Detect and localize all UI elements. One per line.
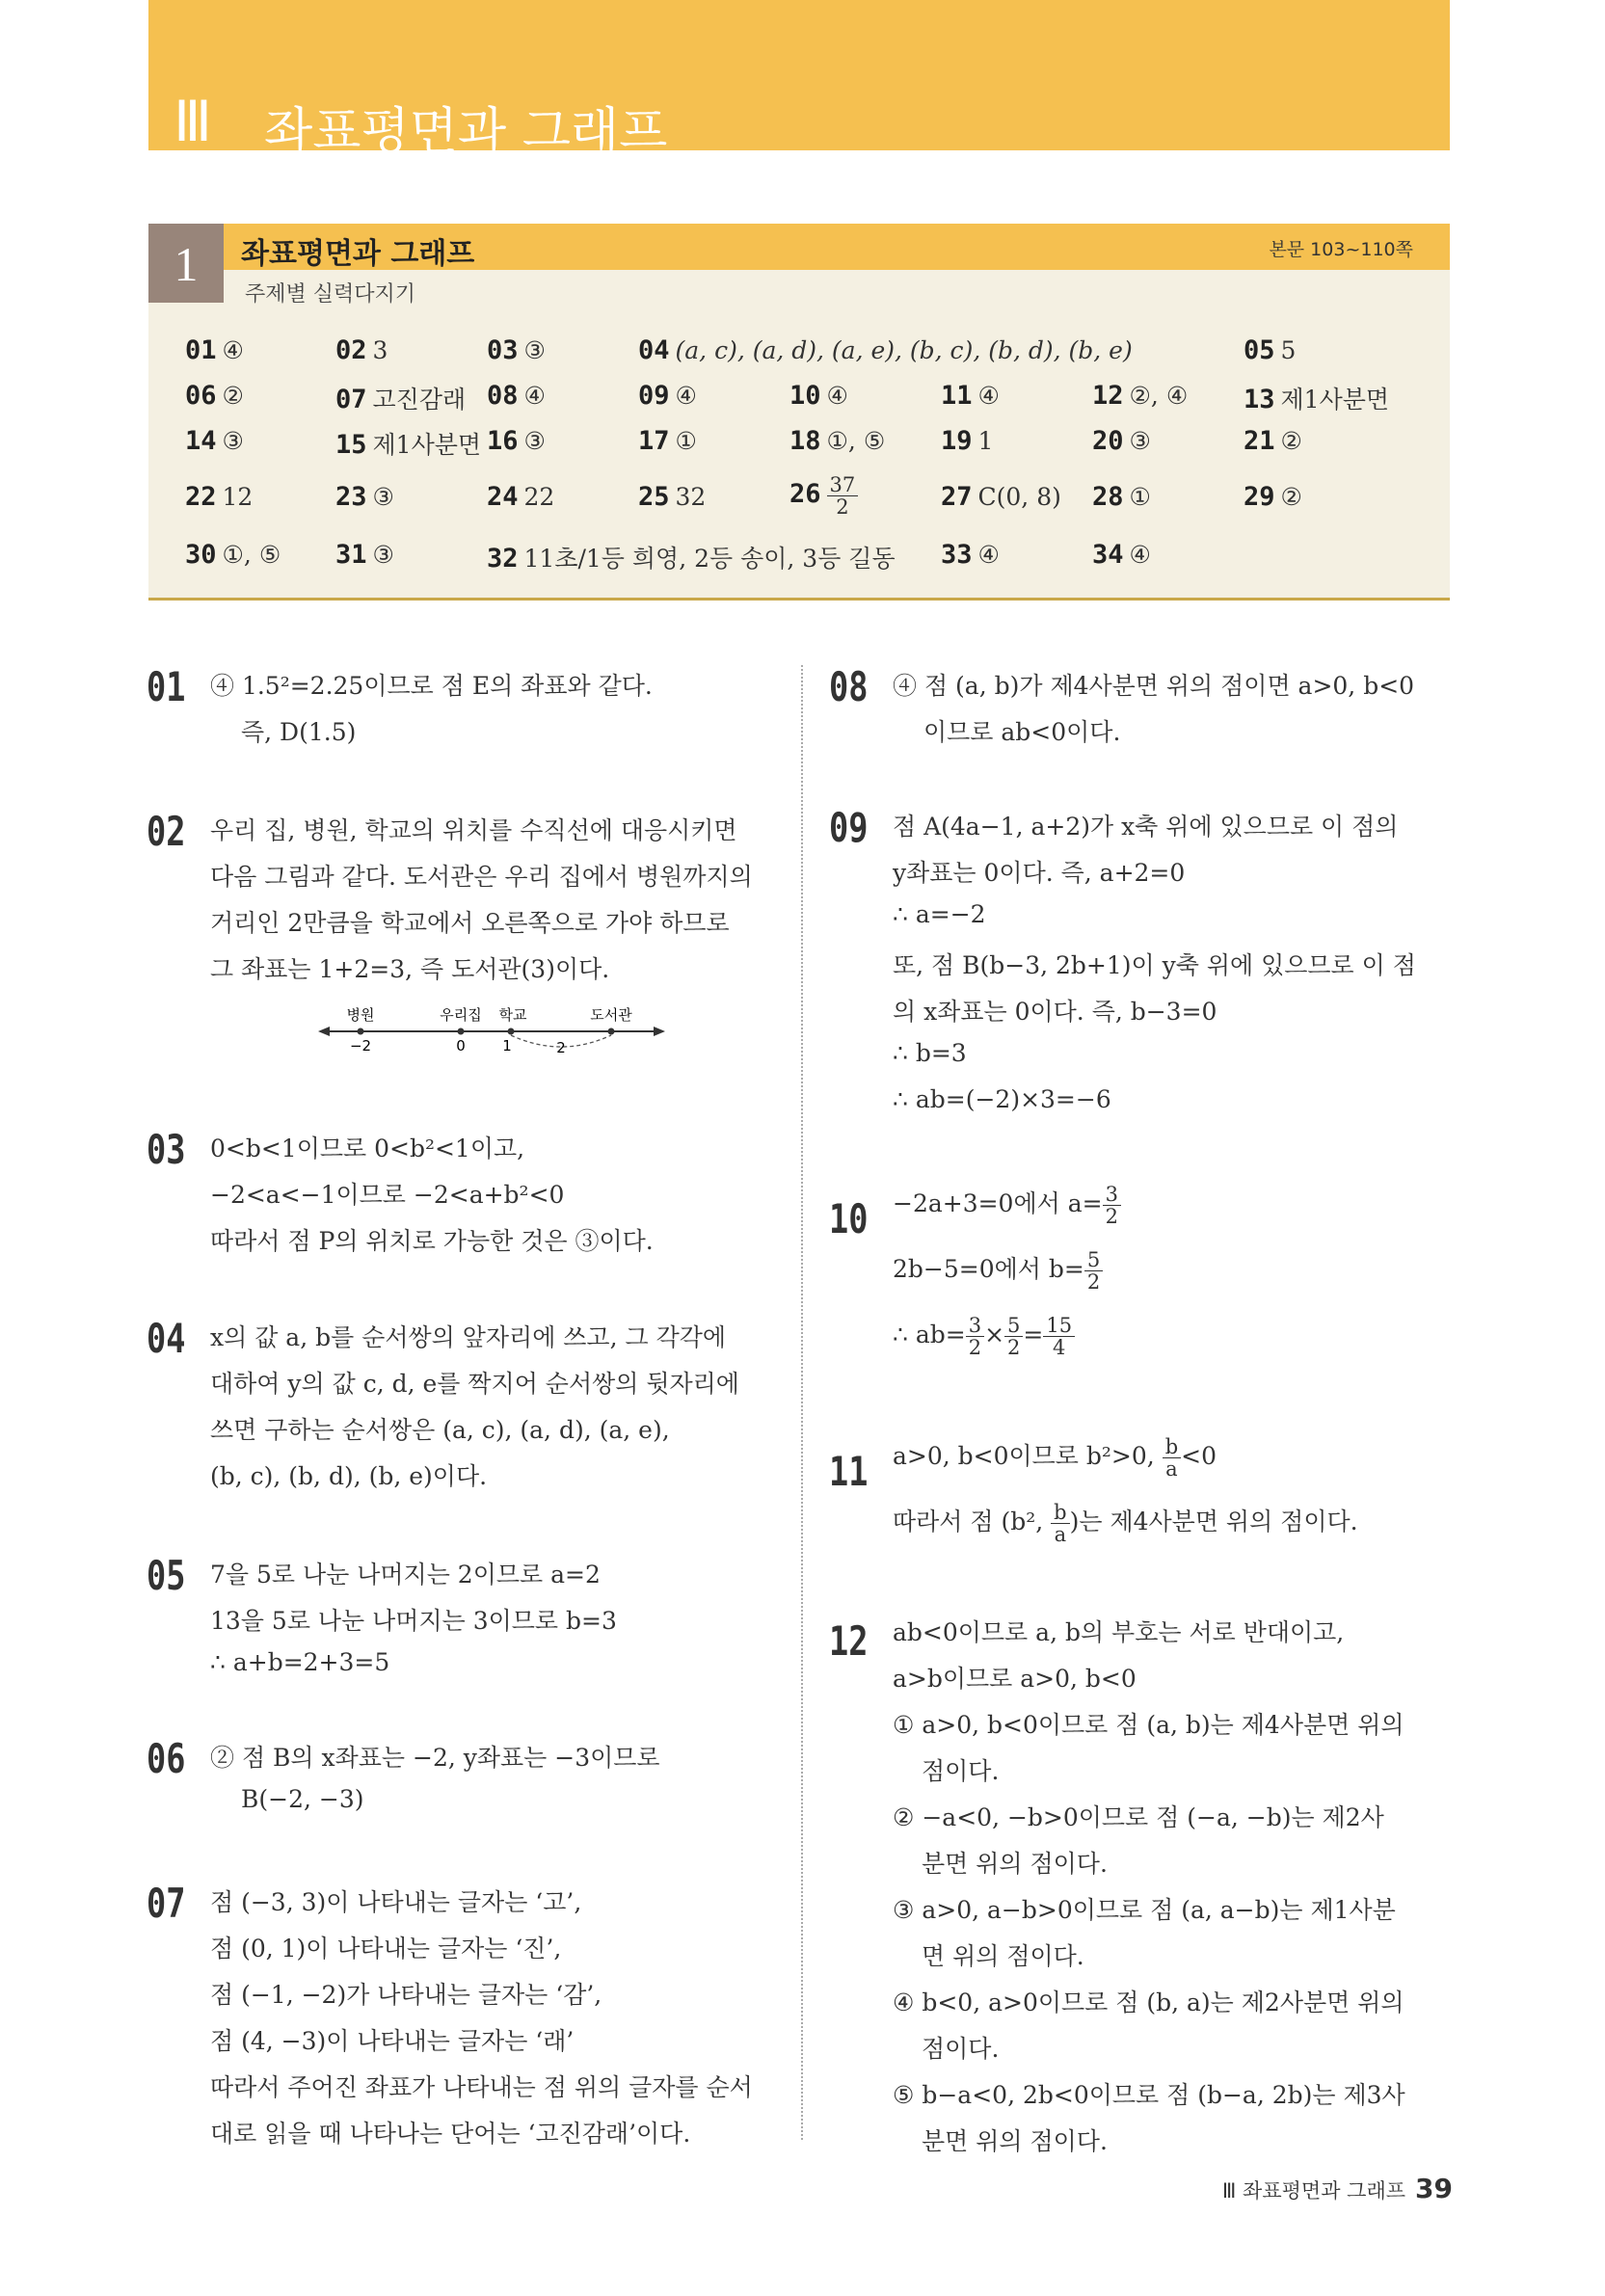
chapter-title: 좌표평면과 그래프	[264, 103, 668, 161]
label-hospital: 병원	[346, 1006, 375, 1024]
label-home: 우리집	[440, 1006, 482, 1024]
solution-line: ③ a>0, a−b>0이므로 점 (a, a−b)는 제1사분	[893, 1896, 1396, 1924]
footer-chapter: Ⅲ 좌표평면과 그래프	[1221, 2179, 1406, 2203]
page-footer	[1222, 2173, 1453, 2204]
answer-17: 17 ①	[638, 426, 697, 456]
solution-line: 점 (0, 1)이 나타내는 글자는 ‘진’,	[210, 1935, 562, 1962]
problem-number: 03	[147, 1126, 186, 1173]
chapter-number: Ⅲ	[174, 91, 210, 153]
answer-13: 13 제1사분면	[1244, 385, 1390, 414]
solution-line: 7을 5로 나눈 나머지는 2이므로 a=2	[210, 1561, 601, 1589]
page-reference: 본문 103~110쪽	[1269, 239, 1413, 260]
solution-line: 점이다.	[922, 1757, 1000, 1785]
solution-line: 그 좌표는 1+2=3, 즉 도서관(3)이다.	[210, 955, 610, 983]
solution-line: ④ 1.5²=2.25이므로 점 E의 좌표와 같다.	[210, 672, 653, 700]
answer-27: 27 C(0, 8)	[941, 482, 1061, 512]
solution-line: 점 A(4a−1, a+2)가 x축 위에 있으므로 이 점의	[893, 813, 1399, 841]
answer-06: 06 ②	[185, 381, 244, 411]
answer-01: 01 ④	[185, 335, 244, 365]
solution-line: ② 점 B의 x좌표는 −2, y좌표는 −3이므로	[210, 1744, 660, 1772]
solution-line: 점 (−3, 3)이 나타내는 글자는 ‘고’,	[210, 1888, 582, 1916]
problem-number: 10	[829, 1195, 869, 1242]
problem-number: 04	[147, 1315, 186, 1362]
answer-05: 05 5	[1244, 335, 1297, 365]
problem-number: 07	[147, 1880, 186, 1927]
answer-07: 07 고진감래	[335, 385, 467, 414]
page-number: 39	[1415, 2173, 1453, 2204]
solution-line: 거리인 2만큼을 학교에서 오른쪽으로 가야 하므로	[210, 909, 730, 937]
solution-line: 점 (−1, −2)가 나타내는 글자는 ‘감’,	[210, 1981, 602, 2009]
solution-line: 분면 위의 점이다.	[922, 2127, 1108, 2155]
column-divider	[801, 665, 803, 2140]
answer-16: 16 ③	[487, 426, 546, 456]
problem-number: 11	[829, 1448, 869, 1495]
solution-line: 쓰면 구하는 순서쌍은 (a, c), (a, d), (a, e),	[210, 1416, 670, 1444]
solution-line: 따라서 주어진 좌표가 나타내는 점 위의 글자를 순서	[210, 2073, 753, 2101]
label-school: 학교	[498, 1006, 527, 1024]
section-title: 좌표평면과 그래프	[241, 237, 475, 271]
solution-line: 따라서 점 (b², $\frac{b}{a}$ )는 제4사분면 위의 점이다.	[893, 1501, 1358, 1546]
number-line-figure	[318, 1002, 665, 1062]
solution-line: 대하여 y의 값 c, d, e를 짝지어 순서쌍의 뒷자리에	[210, 1370, 739, 1398]
answer-10: 10 ④	[789, 381, 848, 411]
answer-09: 09 ④	[638, 381, 697, 411]
problem-number: 01	[147, 663, 186, 710]
solution-line: 또, 점 B(b−3, 2b+1)이 y축 위에 있으므로 이 점	[893, 951, 1416, 979]
solution-line: ∴ a=−2	[893, 900, 986, 928]
solution-line: (b, c), (b, d), (b, e)이다.	[210, 1462, 488, 1490]
solution-line: ④ 점 (a, b)가 제4사분면 위의 점이면 a>0, b<0	[893, 672, 1415, 700]
problem-number: 08	[829, 663, 869, 710]
solution-line: ⑤ b−a<0, 2b<0이므로 점 (b−a, 2b)는 제3사	[893, 2081, 1405, 2109]
answer-29: 29 ②	[1244, 482, 1302, 512]
answer-15: 15 제1사분면	[335, 430, 482, 460]
solution-line: 2b−5=0에서 b= $\frac{5}{2}$	[893, 1249, 1103, 1293]
chapter-banner	[148, 0, 1450, 161]
solution-line: 의 x좌표는 0이다. 즉, b−3=0	[893, 998, 1217, 1026]
answer-33: 33 ④	[941, 540, 1000, 570]
solution-line: 즉, D(1.5)	[241, 718, 357, 746]
arc-label: 2	[556, 1039, 566, 1056]
answer-11: 11 ④	[941, 381, 1000, 411]
solution-line: ② −a<0, −b>0이므로 점 (−a, −b)는 제2사	[893, 1803, 1384, 1831]
answer-04: 04 (a, c), (a, d), (a, e), (b, c), (b, d), (b, e)	[638, 335, 1133, 365]
fraction-37-2: $\frac{37}{2}$	[827, 474, 859, 518]
answer-23: 23 ③	[335, 482, 394, 512]
solution-line: y좌표는 0이다. 즉, a+2=0	[893, 859, 1186, 887]
section-subtitle: 주제별 실력다지기	[245, 282, 416, 307]
answer-03: 03 ③	[487, 335, 546, 365]
solution-line: 우리 집, 병원, 학교의 위치를 수직선에 대응시키면	[210, 816, 737, 844]
answer-21: 21 ②	[1244, 426, 1302, 456]
solution-line: 분면 위의 점이다.	[922, 1850, 1108, 1878]
solution-line: 13을 5로 나눈 나머지는 3이므로 b=3	[210, 1607, 617, 1635]
answer-34: 34 ④	[1092, 540, 1151, 570]
answer-02: 02 3	[335, 335, 388, 365]
problem-number: 09	[829, 804, 869, 851]
solution-line: ∴ a+b=2+3=5	[210, 1648, 390, 1676]
answer-19: 19 1	[941, 426, 994, 456]
answer-25: 25 32	[638, 482, 707, 512]
solution-line: 이므로 ab<0이다.	[923, 718, 1121, 746]
answer-18: 18 ①, ⑤	[789, 426, 886, 456]
answer-31: 31 ③	[335, 540, 394, 570]
solution-line: ab<0이므로 a, b의 부호는 서로 반대이고,	[893, 1618, 1345, 1646]
problem-number: 06	[147, 1735, 186, 1782]
solution-line: 0<b<1이므로 0<b²<1이고,	[210, 1135, 525, 1162]
solution-line: −2<a<−1이므로 −2<a+b²<0	[210, 1181, 565, 1209]
answer-30: 30 ①, ⑤	[185, 540, 281, 570]
tick-1: 1	[502, 1037, 512, 1055]
solution-line: 다음 그림과 같다. 도서관은 우리 집에서 병원까지의	[210, 863, 753, 891]
answer-28: 28 ①	[1092, 482, 1151, 512]
answer-24: 24 22	[487, 482, 555, 512]
solution-line: 점 (4, −3)이 나타내는 글자는 ‘래’	[210, 2027, 575, 2055]
problem-number: 05	[147, 1552, 186, 1599]
solution-line: ∴ ab= $\frac{3}{2}$ × $\frac{5}{2}$ = $\frac{15}{4}$	[893, 1315, 1075, 1358]
solution-line: ∴ ab=(−2)×3=−6	[893, 1085, 1111, 1113]
tick-minus-2: −2	[349, 1037, 372, 1055]
solution-line: x의 값 a, b를 순서쌍의 앞자리에 쓰고, 그 각각에	[210, 1323, 727, 1351]
solution-line: ④ b<0, a>0이므로 점 (b, a)는 제2사분면 위의	[893, 1989, 1404, 2016]
solution-line: a>b이므로 a>0, b<0	[893, 1665, 1137, 1693]
solution-line: 따라서 점 P의 위치로 가능한 것은 ③이다.	[210, 1227, 654, 1255]
section-number: 1	[148, 224, 224, 303]
answer-26: 26 $\frac{37}{2}$	[789, 474, 858, 518]
solution-line: a>0, b<0이므로 b²>0, $\frac{b}{a}$ <0	[893, 1435, 1217, 1481]
problem-number: 02	[147, 808, 186, 855]
solution-line: 점이다.	[922, 2035, 1000, 2063]
answer-22: 22 12	[185, 482, 254, 512]
tick-0: 0	[456, 1037, 466, 1055]
answer-14: 14 ③	[185, 426, 244, 456]
solution-line: ∴ b=3	[893, 1039, 967, 1067]
answer-20: 20 ③	[1092, 426, 1151, 456]
label-library: 도서관	[590, 1006, 632, 1024]
solution-line: B(−2, −3)	[241, 1785, 364, 1813]
answer-08: 08 ④	[487, 381, 546, 411]
solution-line: ① a>0, b<0이므로 점 (a, b)는 제4사분면 위의	[893, 1711, 1404, 1739]
solution-line: −2a+3=0에서 a= $\frac{3}{2}$	[893, 1184, 1121, 1227]
solution-line: 대로 읽을 때 나타나는 단어는 ‘고진감래’이다.	[210, 2120, 691, 2148]
answer-12: 12 ②, ④	[1092, 381, 1189, 411]
answer-32: 32 11초/1등 희영, 2등 송이, 3등 길동	[487, 544, 896, 574]
solution-line: 면 위의 점이다.	[922, 1942, 1084, 1970]
problem-number: 12	[829, 1617, 869, 1665]
